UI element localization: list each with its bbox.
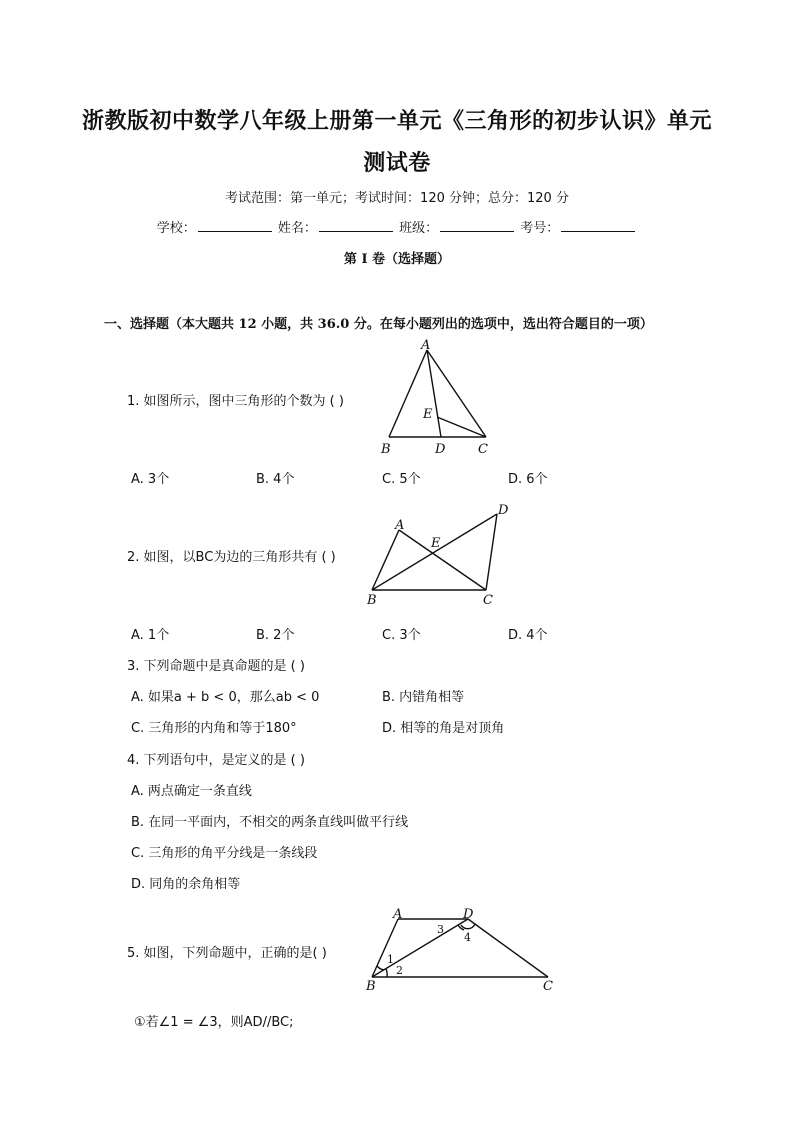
class-blank[interactable]	[440, 219, 514, 232]
title-line-2: 测试卷	[363, 150, 431, 176]
q5-angle-3: 3	[437, 923, 444, 936]
question-4	[127, 749, 305, 768]
title-line-1: 浙教版初中数学八年级上册第一单元《三角形的初步认识》单元	[81, 108, 712, 134]
question-4-text: 下列语句中，是定义的是 ( )	[143, 753, 305, 768]
q3-option-a[interactable]: A. 如果a + b < 0，那么ab < 0	[131, 690, 320, 705]
q3-option-d[interactable]: D. 相等的角是对顶角	[382, 721, 505, 736]
question-5-text: 如图，下列命题中，正确的是( )	[143, 946, 327, 961]
q1-label-b: B	[381, 442, 391, 457]
q2-label-d: D	[498, 503, 509, 518]
q1-label-c: C	[478, 442, 488, 457]
q5-label-d: D	[463, 907, 474, 922]
question-2-num: 2.	[127, 550, 140, 565]
q3-option-b[interactable]: B. 内错角相等	[382, 690, 465, 705]
q5-angle-4: 4	[464, 931, 471, 944]
question-5-num: 5.	[127, 946, 140, 961]
question-5	[127, 942, 327, 961]
number-blank[interactable]	[561, 219, 635, 232]
name-label: 姓名：	[277, 221, 317, 236]
q2-label-a: A	[395, 518, 405, 533]
q2-option-a[interactable]: A. 1个	[131, 628, 170, 643]
q4-option-c[interactable]: C. 三角形的角平分线是一条线段	[131, 846, 318, 861]
question-1	[127, 390, 344, 409]
question-1-text: 如图所示，图中三角形的个数为 ( )	[143, 394, 344, 409]
q3-option-c[interactable]: C. 三角形的内角和等于180°	[131, 721, 297, 736]
class-label: 班级：	[399, 221, 439, 236]
exam-info: 考试范围：第一单元；考试时间：120 分钟；总分：120 分	[225, 191, 569, 206]
q2-label-e: E	[431, 536, 441, 551]
q1-option-d[interactable]: D. 6个	[508, 472, 548, 487]
q5-statement-1: ①若∠1 = ∠3，则AD//BC;	[134, 1015, 294, 1030]
q5-label-c: C	[543, 979, 553, 993]
question-2-figure	[362, 500, 522, 612]
q4-option-b[interactable]: B. 在同一平面内，不相交的两条直线叫做平行线	[131, 815, 409, 830]
question-2-text: 如图，以BC为边的三角形共有 ( )	[143, 550, 336, 565]
q5-angle-2: 2	[396, 964, 403, 977]
q1-option-c[interactable]: C. 5个	[382, 472, 421, 487]
student-fields	[0, 217, 794, 236]
question-4-num: 4.	[127, 753, 140, 768]
question-1-num: 1.	[127, 394, 140, 409]
q1-label-a: A	[421, 338, 431, 353]
q4-option-a[interactable]: A. 两点确定一条直线	[131, 784, 252, 799]
question-5-figure	[360, 905, 560, 993]
q2-label-c: C	[483, 593, 493, 608]
school-label: 学校：	[156, 221, 196, 236]
section-title: 一、选择题（本大题共 12 小题，共 36.0 分。在每小题列出的选项中，选出符合题目的一项）	[104, 317, 653, 332]
q1-label-d: D	[435, 442, 446, 457]
question-3-text: 下列命题中是真命题的是 ( )	[143, 659, 305, 674]
school-blank[interactable]	[198, 219, 272, 232]
q5-label-a: A	[393, 907, 403, 922]
question-1-figure	[375, 338, 505, 460]
part-title: 第 I 卷（选择题）	[343, 252, 451, 267]
q5-angle-1: 1	[387, 953, 394, 966]
q2-option-c[interactable]: C. 3个	[382, 628, 421, 643]
q4-option-d[interactable]: D. 同角的余角相等	[131, 877, 241, 892]
q2-label-b: B	[367, 593, 377, 608]
q1-option-a[interactable]: A. 3个	[131, 472, 170, 487]
q2-option-b[interactable]: B. 2个	[256, 628, 295, 643]
q1-label-e: E	[423, 407, 433, 422]
q1-option-b[interactable]: B. 4个	[256, 472, 295, 487]
number-label: 考号：	[520, 221, 560, 236]
question-3-num: 3.	[127, 659, 140, 674]
q2-option-d[interactable]: D. 4个	[508, 628, 548, 643]
question-3	[127, 655, 305, 674]
name-blank[interactable]	[319, 219, 393, 232]
question-2	[127, 546, 336, 565]
q5-label-b: B	[366, 979, 376, 993]
